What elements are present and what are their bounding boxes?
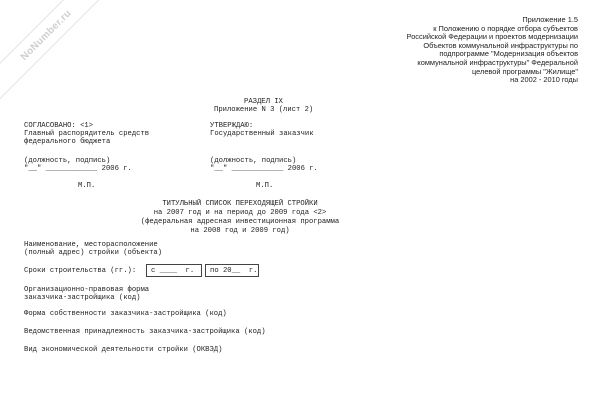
- title-line4: на 2008 год и 2009 год): [190, 227, 290, 235]
- approval-right-heading: УТВЕРЖДАЮ:: [210, 122, 254, 130]
- field-name-line1: Наименование, месторасположение: [24, 241, 158, 249]
- term-from-box[interactable]: [146, 264, 202, 277]
- watermark-badge: [0, 0, 112, 101]
- appendix-line: Российской Федерации и проектов модернизации: [406, 32, 578, 42]
- appendix-header: [338, 16, 578, 85]
- appendix-line: Объектов коммунальной инфраструктуры по: [423, 40, 578, 50]
- field-term-label: Сроки строительства (гг.):: [24, 267, 137, 275]
- watermark-text: NoNumber.ru: [18, 7, 74, 63]
- title-line2: на 2007 год и на период до 2009 года <2>: [153, 209, 327, 217]
- approval-right-date: "__" ____________ 2006 г.: [210, 165, 318, 173]
- approval-left-position: (должность, подпись): [24, 157, 111, 165]
- appendix-line: к Положению о порядке отбора субъектов: [433, 23, 578, 33]
- appendix-line: на 2002 - 2010 годы: [510, 75, 578, 85]
- term-to-text: по 20__ г.: [210, 266, 258, 275]
- section-subtitle: Приложение N 3 (лист 2): [214, 106, 314, 114]
- term-from-text: с ____ г.: [151, 266, 195, 275]
- approval-left-stamp: М.П.: [78, 182, 96, 190]
- appendix-line: Приложение 1.5: [522, 15, 578, 24]
- field-org-line2: заказчика-застройщика (код): [24, 294, 141, 302]
- field-org-line1: Организационно-правовая форма: [24, 286, 150, 294]
- field-department: Ведомственная принадлежность заказчика-застройщика (код): [24, 328, 266, 336]
- approval-right-position: (должность, подпись): [210, 157, 297, 165]
- title-line3: (федеральная адресная инвестиционная программа: [140, 218, 340, 226]
- approval-left-line1: Главный распорядитель средств: [24, 130, 150, 138]
- field-ownership: Форма собственности заказчика-застройщика (код): [24, 310, 227, 318]
- approval-left-heading: СОГЛАСОВАНО: <1>: [24, 122, 94, 130]
- term-to-box[interactable]: [205, 264, 259, 277]
- section-title: РАЗДЕЛ IX: [244, 98, 283, 106]
- approval-left-date: "__" ____________ 2006 г.: [24, 165, 132, 173]
- approval-right-stamp: М.П.: [256, 182, 274, 190]
- approval-right-line1: Государственный заказчик: [210, 130, 314, 138]
- title-block: [40, 200, 440, 236]
- title-line1: ТИТУЛЬНЫЙ СПИСОК ПЕРЕХОДЯЩЕЙ СТРОЙКИ: [162, 200, 318, 208]
- appendix-line: подпрограмме "Модернизация объектов: [439, 49, 578, 59]
- field-name-line2: (полный адрес) стройки (объекта): [24, 249, 163, 257]
- approval-left-line2: федерального бюджета: [24, 138, 111, 146]
- appendix-line: коммунальной инфраструктуры" Федеральной: [417, 57, 578, 67]
- field-activity: Вид экономической деятельности стройки (ОКВЭД): [24, 346, 223, 354]
- appendix-line: целевой программы "Жилище": [472, 66, 578, 76]
